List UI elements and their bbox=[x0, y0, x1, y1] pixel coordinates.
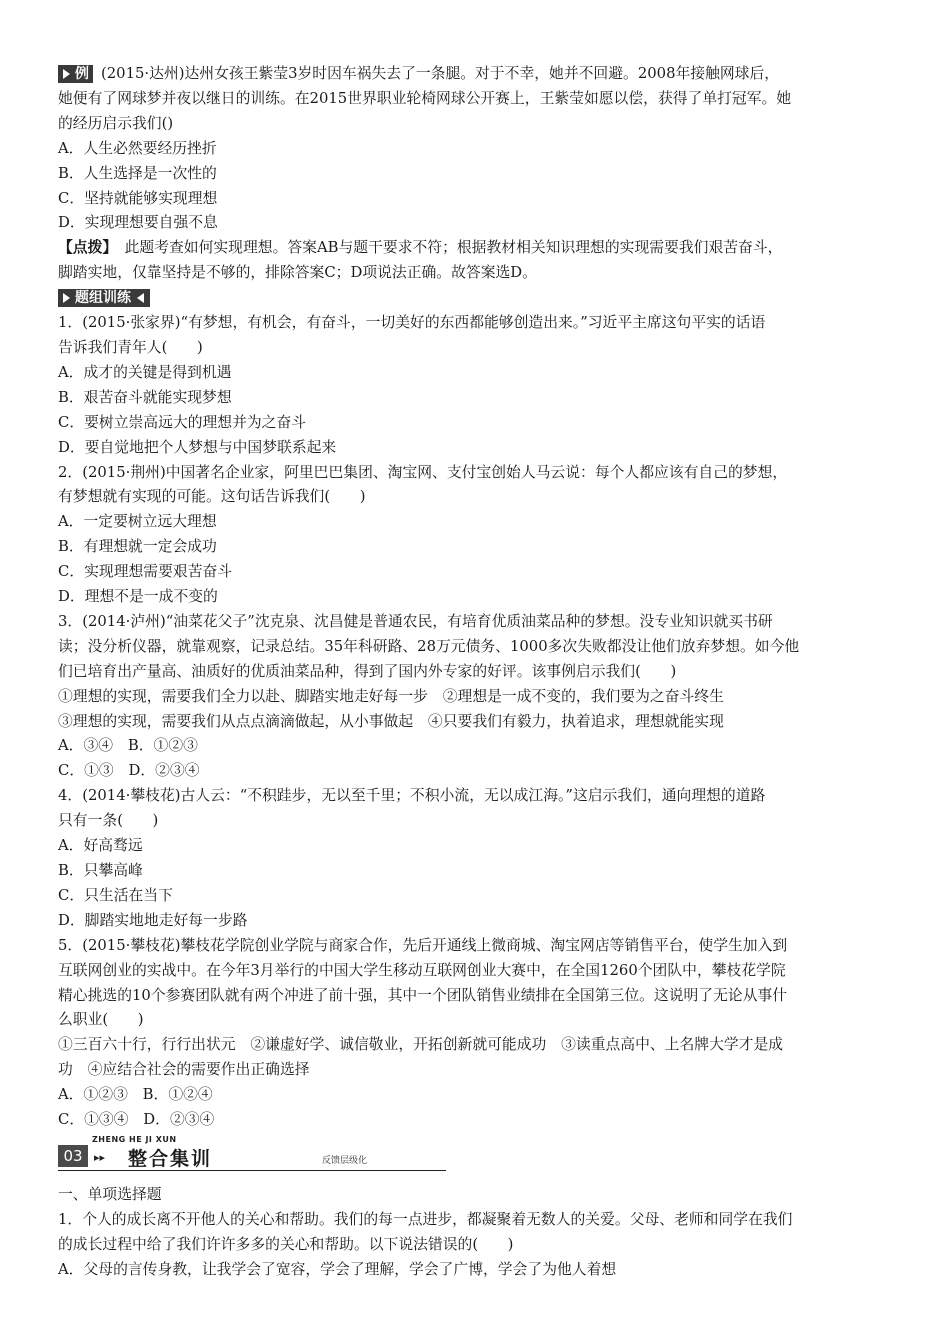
example-option-c: C．坚持就能够实现理想 bbox=[58, 189, 218, 207]
example-option-b: B．人生选择是一次性的 bbox=[58, 164, 217, 182]
section-subtitle: 反馈层级化 bbox=[322, 1155, 368, 1166]
triangle-right-icon bbox=[63, 69, 70, 79]
q2-option-c: C．实现理想需要艰苦奋斗 bbox=[58, 563, 233, 581]
triangle-left-icon bbox=[137, 293, 144, 303]
q4-option-a: A．好高骛远 bbox=[58, 837, 143, 855]
q2-option-d: D．理想不是一成不变的 bbox=[58, 588, 218, 606]
q3-statement-1: ①理想的实现，需要我们全力以赴、脚踏实地走好每一步 ②理想是一成不变的，我们要为之奋斗终生 bbox=[58, 687, 724, 705]
document-page bbox=[58, 62, 894, 1283]
q1-option-d: D．要自觉地把个人梦想与中国梦联系起来 bbox=[58, 438, 337, 456]
part1-q1-line-1: 1．个人的成长离不开他人的关心和帮助。我们的每一点进步，都凝聚着无数人的关爱。父母、老师和同学在我们 bbox=[58, 1210, 793, 1228]
example-option-d: D．实现理想要自强不息 bbox=[58, 214, 218, 232]
example-tag: 例 bbox=[58, 65, 93, 83]
example-option-a: A．人生必然要经历挫折 bbox=[58, 139, 217, 157]
q3-line-1: 3．(2014·泸州)“油菜花父子”沈克泉、沈昌健是普通农民，有培育优质油菜品种的梦想。没专业知识就买书研 bbox=[58, 612, 773, 630]
q5-options-ab: A．①②③ B．①②④ bbox=[58, 1086, 213, 1104]
triangle-right-icon bbox=[63, 293, 70, 303]
q5-options-cd: C．①③④ D．②③④ bbox=[58, 1111, 215, 1129]
q5-statement-1: ①三百六十行，行行出状元 ②谦虚好学、诚信敬业，开拓创新就可能成功 ③读重点高中、上名牌大学才是成 bbox=[58, 1036, 784, 1054]
section-divider bbox=[58, 1170, 446, 1171]
q2-line-1: 2．(2015·荆州)中国著名企业家，阿里巴巴集团、淘宝网、支付宝创始人马云说：每个人都应该有自己的梦想， bbox=[58, 463, 788, 481]
q3-line-2: 读；没分析仪器，就靠观察，记录总结。35年科研路、28万元债务、1000多次失败都没让他们放弃梦想。如今他 bbox=[58, 637, 800, 655]
q2-option-a: A．一定要树立远大理想 bbox=[58, 513, 217, 531]
q4-option-b: B．只攀高峰 bbox=[58, 862, 143, 879]
q3-options-cd: C．①③ D．②③④ bbox=[58, 762, 200, 780]
section-header bbox=[58, 1134, 894, 1173]
part1-q1-line-2: 的成长过程中给了我们许许多多的关心和帮助。以下说法错误的( ) bbox=[58, 1235, 514, 1253]
q1-option-b: B．艰苦奋斗就能实现梦想 bbox=[58, 388, 232, 406]
q5-statement-2: 功 ④应结合社会的需要作出正确选择 bbox=[58, 1061, 310, 1079]
example-note-line-2: 脚踏实地，仅靠坚持是不够的，排除答案C；D项说法正确。故答案选D。 bbox=[58, 264, 537, 282]
q2-line-2: 有梦想就有实现的可能。这句话告诉我们( ) bbox=[58, 488, 366, 506]
q1-option-a: A．成才的关键是得到机遇 bbox=[58, 363, 232, 381]
q5-line-1: 5．(2015·攀枝花)攀枝花学院创业学院与商家合作，先后开通线上微商城、淘宝网店等销售平台，使学生加入到 bbox=[58, 936, 788, 954]
q1-line-1: 1．(2015·张家界)“有梦想，有机会，有奋斗，一切美好的东西都能够创造出来。”习近平主席这句平实的话语 bbox=[58, 314, 766, 332]
q3-line-3: 们已培育出产量高、油质好的优质油菜品种，得到了国内外专家的好评。该事例启示我们( ) bbox=[58, 662, 677, 680]
training-tag: 题组训练 bbox=[58, 289, 150, 307]
q3-options-ab: A．③④ B．①②③ bbox=[58, 737, 198, 755]
part1-q1-option-a: A．父母的言传身教，让我学会了宽容，学会了理解，学会了广博，学会了为他人着想 bbox=[58, 1260, 617, 1278]
q5-line-4: 么职业( ) bbox=[58, 1011, 144, 1029]
example-line-2: 她便有了网球梦并夜以继日的训练。在2015世界职业轮椅网球公开赛上，王紫莹如愿以偿，获得了单打冠军。她 bbox=[58, 89, 792, 107]
section-title: 整合集训 bbox=[128, 1147, 213, 1170]
section-number: 03 bbox=[58, 1145, 88, 1167]
q1-line-2: 告诉我们青年人( ) bbox=[58, 338, 203, 356]
q5-line-2: 互联网创业的实战中。在今年3月举行的中国大学生移动互联网创业大赛中，在全国1260个团队中，攀枝花学院 bbox=[58, 961, 786, 979]
example-note-line-1: 【点拨】 此题考查如何实现理想。答案AB与题干要求不符；根据教材相关知识理想的实现需要我们艰苦奋斗， bbox=[58, 239, 783, 257]
q3-statement-2: ③理想的实现，需要我们从点点滴滴做起，从小事做起 ④只要我们有毅力，执着追求，理想就能实现 bbox=[58, 712, 724, 730]
q2-option-b: B．有理想就一定会成功 bbox=[58, 538, 217, 556]
part1-heading: 一、单项选择题 bbox=[58, 1185, 162, 1203]
example-line-1: 例 (2015·达州)达州女孩王紫莹3岁时因车祸失去了一条腿。对于不幸，她并不回避。2008年接触网球后， bbox=[58, 62, 894, 87]
note-label: 【点拨】 bbox=[58, 239, 110, 257]
section-pinyin: ZHENG HE JI XUN bbox=[92, 1134, 177, 1144]
q4-line-1: 4．(2014·攀枝花)古人云：“不积跬步，无以至千里；不积小流，无以成江海。”这启示我们，通向理想的道路 bbox=[58, 787, 766, 805]
q4-option-d: D．脚踏实地地走好每一步路 bbox=[58, 911, 248, 929]
q1-option-c: C．要树立崇高远大的理想并为之奋斗 bbox=[58, 413, 307, 431]
double-arrow-icon: ▸▸ bbox=[94, 1150, 106, 1164]
training-header bbox=[58, 286, 894, 311]
example-line-3: 的经历启示我们() bbox=[58, 114, 174, 132]
q5-line-3: 精心挑选的10个参赛团队就有两个冲进了前十强，其中一个团队销售业绩排在全国第三位。这说明了无论从事什 bbox=[58, 986, 788, 1004]
q4-line-2: 只有一条( ) bbox=[58, 812, 159, 830]
q4-option-c: C．只生活在当下 bbox=[58, 886, 173, 904]
